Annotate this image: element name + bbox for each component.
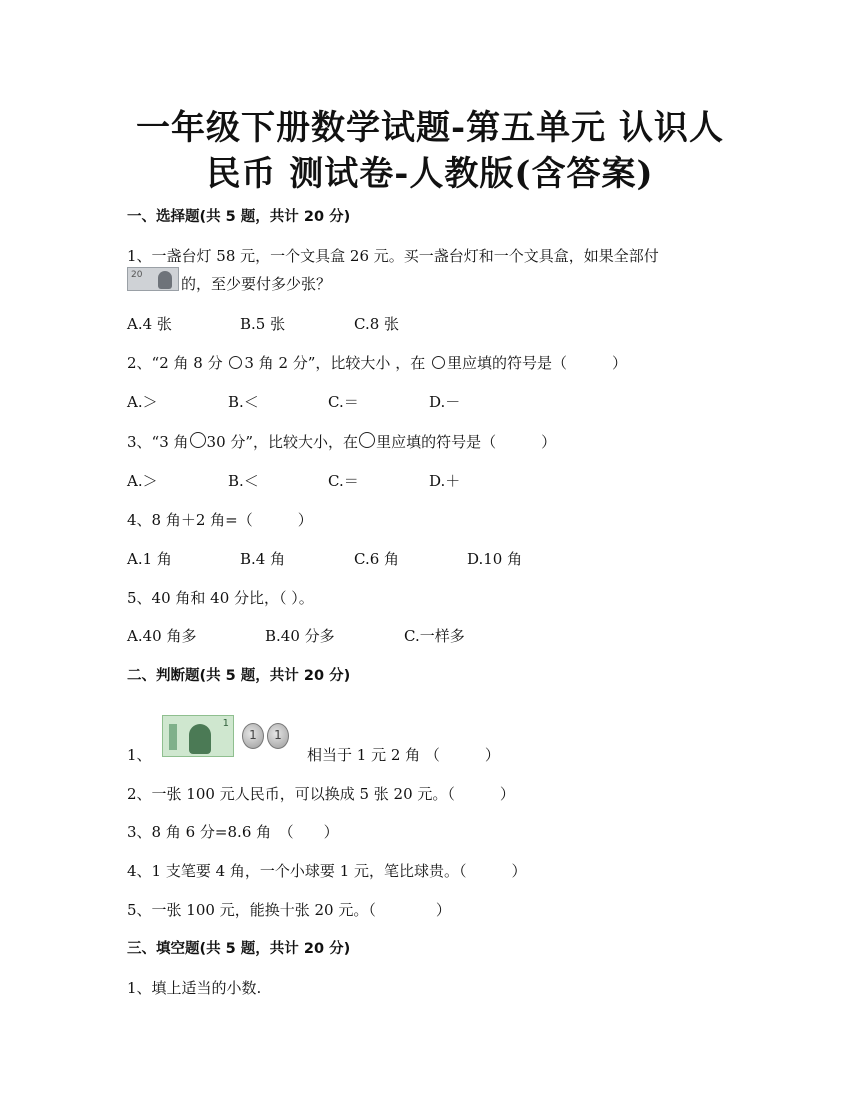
question-1-1-line-2: 的，至少要付多少张？ (181, 275, 332, 293)
q1-4-option-a: A.1 角 (127, 550, 172, 568)
question-1-4: 4、8 角＋2 角=（ ） (127, 511, 313, 529)
q1-4-option-b: B.4 角 (240, 550, 286, 568)
q1-2-text-part-3: 里应填的符号是（ ） (446, 354, 627, 372)
question-2-1-number: 1、 (127, 746, 152, 764)
q1-3-text-part-1: 3、“3 角 (127, 433, 189, 451)
q1-2-option-b: B.＜ (228, 393, 259, 411)
twenty-yuan-banknote-icon: 20 (127, 267, 179, 291)
q1-2-option-c: C.＝ (328, 393, 359, 411)
question-3-1: 1、填上适当的小数. (127, 979, 262, 997)
q1-3-option-a: A.＞ (127, 472, 158, 490)
q1-3-text-part-3: 里应填的符号是（ ） (376, 433, 557, 451)
q1-4-option-c: C.6 角 (354, 550, 400, 568)
q1-3-option-c: C.＝ (328, 472, 359, 490)
question-2-3: 3、8 角 6 分=8.6 角 （ ） (127, 823, 339, 841)
q1-3-text-part-2: 30 分”，比较大小，在 (206, 433, 359, 451)
question-2-2: 2、一张 100 元人民币，可以换成 5 张 20 元。（ ） (127, 785, 515, 803)
q1-5-option-c: C.一样多 (404, 627, 465, 645)
question-2-1-text: 相当于 1 元 2 角 （ ） (307, 746, 500, 764)
section-heading-judgement: 二、判断题(共 5 题，共计 20 分) (127, 668, 351, 684)
question-1-3 (127, 431, 556, 453)
q1-2-option-a: A.＞ (127, 393, 158, 411)
question-1-2 (127, 352, 627, 374)
one-jiao-coin-icon: 1 (267, 723, 289, 749)
q1-1-option-a: A.4 张 (127, 315, 172, 333)
q1-5-option-b: B.40 分多 (265, 627, 335, 645)
q1-1-option-b: B.5 张 (240, 315, 286, 333)
q1-4-option-d: D.10 角 (467, 550, 523, 568)
title-line-2: 民币 测试卷-人教版(含答案) (206, 154, 654, 194)
question-1-5: 5、40 角和 40 分比，（ ）。 (127, 589, 314, 607)
q1-2-text-part-1: 2、“2 角 8 分 (127, 354, 228, 372)
blank-circle-icon (359, 432, 375, 448)
q1-5-option-a: A.40 角多 (127, 627, 197, 645)
one-yuan-banknote-icon: 1 (162, 715, 234, 757)
blank-circle-icon (432, 356, 445, 369)
question-2-4: 4、1 支笔要 4 角，一个小球要 1 元，笔比球贵。（ ） (127, 862, 527, 880)
section-heading-choice: 一、选择题(共 5 题，共计 20 分) (127, 209, 351, 225)
question-1-1-line-1: 1、一盏台灯 58 元，一个文具盒 26 元。买一盏台灯和一个文具盒，如果全部付 (127, 247, 659, 265)
q1-2-text-part-2: 3 角 2 分”，比较大小 ，在 (244, 354, 430, 372)
q1-3-option-d: D.＋ (429, 472, 461, 490)
question-2-5: 5、一张 100 元，能换十张 20 元。（ ） (127, 901, 451, 919)
blank-circle-icon (229, 356, 242, 369)
q1-2-option-d: D.－ (429, 393, 461, 411)
q1-3-option-b: B.＜ (228, 472, 259, 490)
blank-circle-icon (190, 432, 206, 448)
one-jiao-coin-icon: 1 (242, 723, 264, 749)
section-heading-fill-blank: 三、填空题(共 5 题，共计 20 分) (127, 941, 351, 957)
q1-1-option-c: C.8 张 (354, 315, 400, 333)
title-line-1: 一年级下册数学试题-第五单元 认识人 (136, 108, 724, 148)
